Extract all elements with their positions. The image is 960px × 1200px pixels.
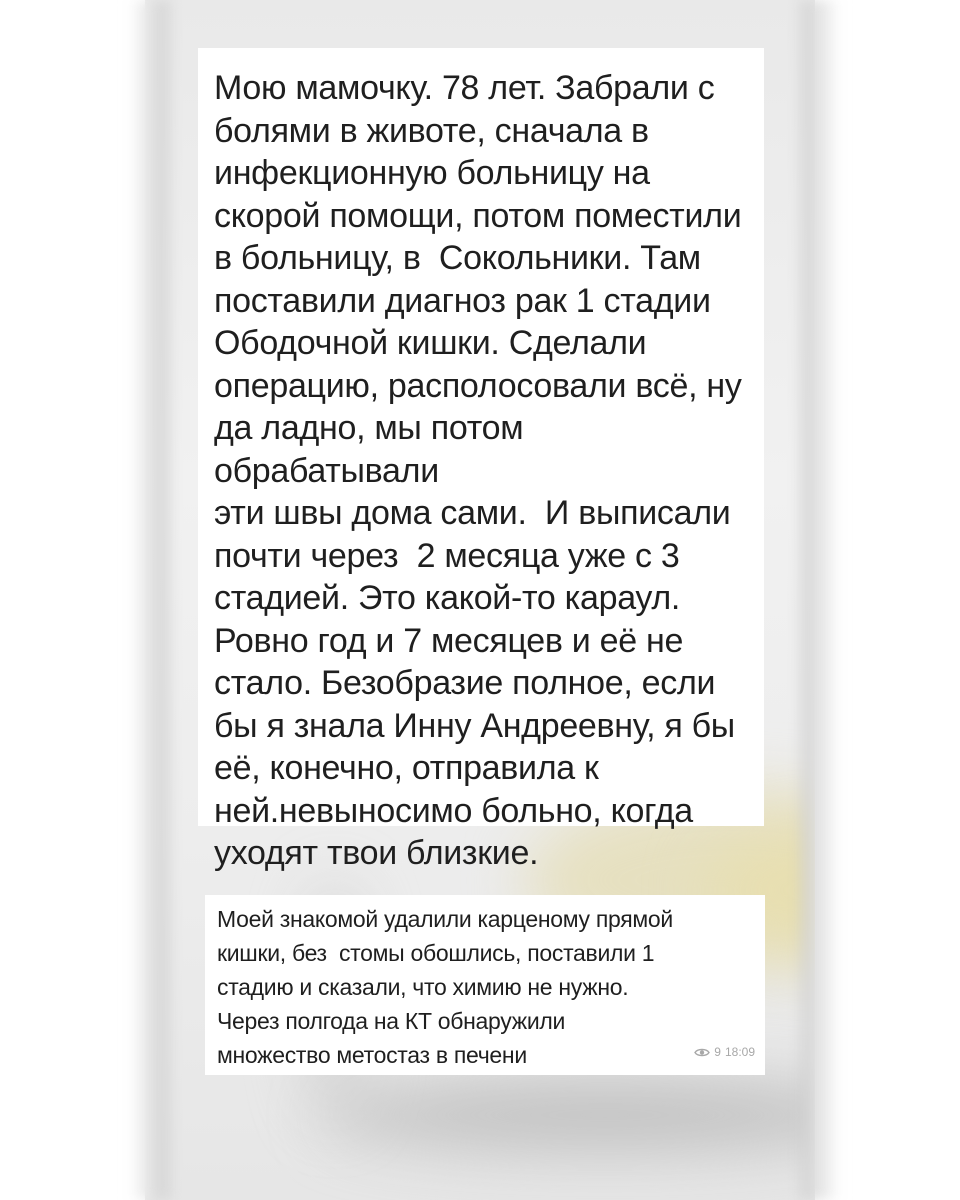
message-meta bbox=[694, 1045, 755, 1059]
background-blur bbox=[325, 1080, 815, 1150]
message-time: 18:09 bbox=[724, 1045, 755, 1059]
view-count: 9 bbox=[714, 1045, 721, 1059]
message-text: Мою мамочку. 78 лет. Забрали с болями в животе, сначала в инфекционную больницу на скорой помощи, потом поместили в больницу, в Сокольники. Там поставили диагноз рак 1 стадии Ободочной кишки. Сделали операцию, располосовали всё, ну да ладно, мы потом обрабатывали эти швы дома сами. И выписали почти через 2 месяца уже с 3 стадией. Это какой-то караул. Ровно год и 7 месяцев и её не стало. Безобразие полное, если бы я знала Инну Андреевну, я бы её, конечно, отправила к ней.невыносимо больно, когда уходят твои близкие. bbox=[214, 69, 742, 872]
message-text: Моей знакомой удалили карценому прямой кишки, без стомы обошлись, поставили 1 стадию и сказали, что химию не нужно. Через полгода на КТ обнаружили множество метостаз в печени bbox=[217, 906, 673, 1068]
message-card-acquaintance bbox=[205, 895, 765, 1075]
message-card-mother bbox=[198, 48, 764, 872]
eye-icon bbox=[694, 1047, 710, 1058]
background-edge-left bbox=[130, 0, 170, 1200]
background-edge-right bbox=[800, 0, 840, 1200]
